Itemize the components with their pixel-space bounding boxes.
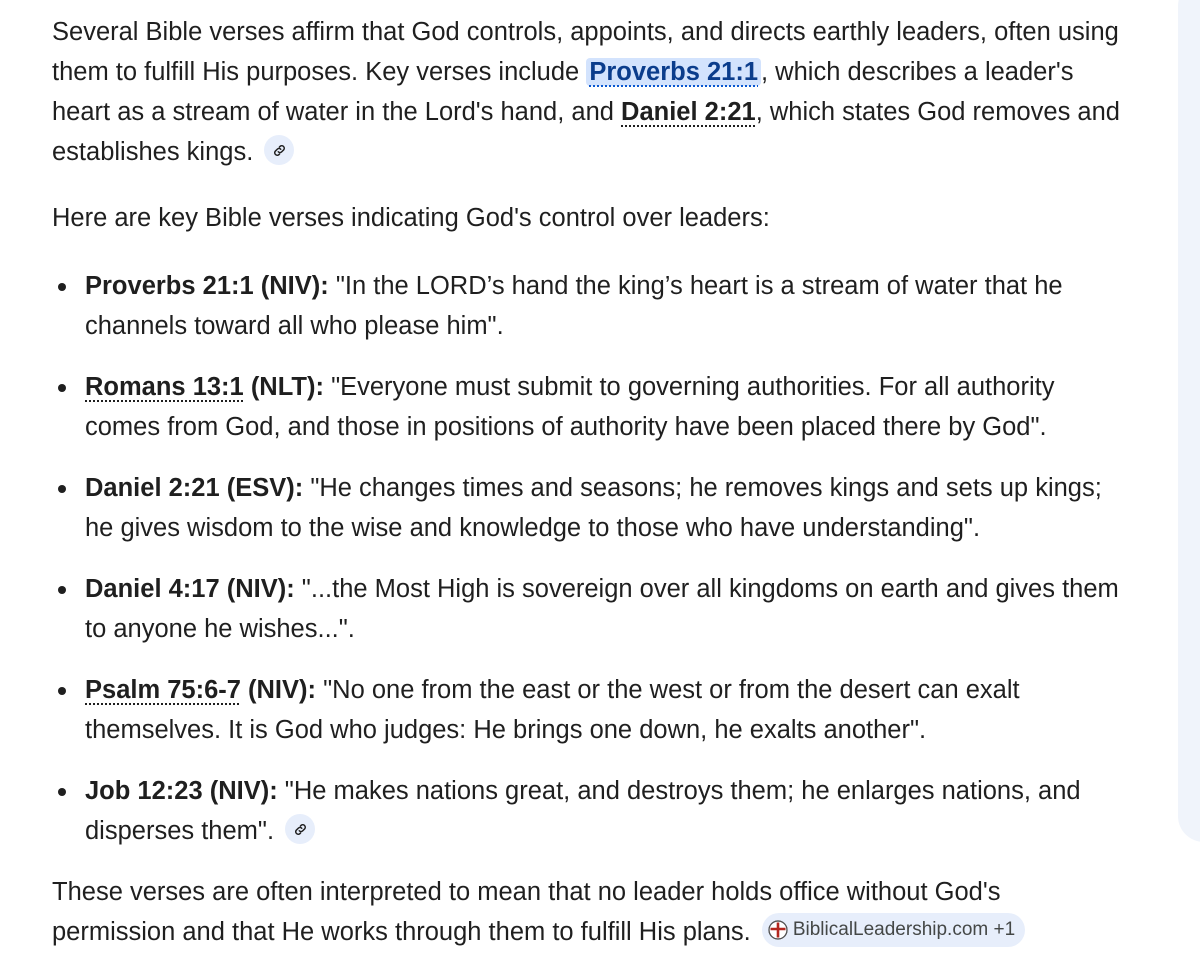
list-item <box>52 266 1122 346</box>
closing-paragraph <box>52 872 1122 952</box>
verse-text: "He makes nations great, and destroys them; he enlarges nations, and disperses them". <box>85 777 1081 845</box>
verse-list <box>52 266 1122 851</box>
source-label: BiblicalLeadership.com <box>792 919 989 941</box>
list-item <box>52 670 1122 750</box>
citation-link-button[interactable] <box>264 135 294 165</box>
intro-paragraph <box>52 12 1122 172</box>
side-panel <box>1178 0 1200 842</box>
verse-text: "...the Most High is sovereign over all kingdoms on earth and gives them to anyone he wishes...". <box>85 575 1119 643</box>
verse-text: "No one from the east or the west or from the desert can exalt themselves. It is God who judges: He brings one down, he exalts another". <box>85 676 1020 744</box>
list-item <box>52 569 1122 649</box>
answer-content <box>52 12 1122 952</box>
verse-label: Daniel 2:21 (ESV): <box>85 474 304 502</box>
verse-text: "In the LORD’s hand the king’s heart is a stream of water that he channels toward all who please him". <box>85 272 1063 340</box>
verse-label: Job 12:23 (NIV): <box>85 777 278 805</box>
ref-proverbs-21-1[interactable]: Proverbs 21:1 <box>586 58 761 86</box>
citation-link-button[interactable] <box>285 814 315 844</box>
link-icon <box>293 822 308 837</box>
link-icon <box>272 143 287 158</box>
list-item <box>52 771 1122 851</box>
list-item <box>52 468 1122 548</box>
cross-logo-icon <box>768 920 788 940</box>
ref-psalm-75-6-7[interactable]: Psalm 75:6-7 <box>85 676 241 704</box>
intro-text-1: Several Bible verses affirm that God controls, appoints, and directs earthly leaders, often using them to fulfill His purposes. Key verses include <box>52 18 1119 86</box>
verse-label: Proverbs 21:1 (NIV): <box>85 272 329 300</box>
list-lead: Here are key Bible verses indicating God's control over leaders: <box>52 204 770 232</box>
intro-text-2: , which describes a leader's heart as a stream of water in the Lord's hand, and <box>52 58 1074 126</box>
intro-text-3: , which states God removes and establishes kings. <box>52 98 1120 166</box>
verse-text: "Everyone must submit to governing authorities. For all authority comes from God, and those in positions of authority have been placed there by God". <box>85 373 1055 441</box>
closing-text: These verses are often interpreted to mean that no leader holds office without God's permission and that He works through them to fulfill His plans. <box>52 878 1001 946</box>
verse-label: Daniel 4:17 (NIV): <box>85 575 295 603</box>
source-more-count: +1 <box>993 919 1016 941</box>
verse-label: (NLT): <box>243 373 324 401</box>
ref-romans-13-1[interactable]: Romans 13:1 <box>85 373 244 401</box>
verse-label: (NIV): <box>240 676 317 704</box>
list-item <box>52 367 1122 447</box>
source-chip[interactable] <box>762 913 1025 947</box>
ref-daniel-2-21[interactable]: Daniel 2:21 <box>621 98 756 126</box>
verse-text: "He changes times and seasons; he removes kings and sets up kings; he gives wisdom to the wise and knowledge to those who have understanding". <box>85 474 1102 542</box>
